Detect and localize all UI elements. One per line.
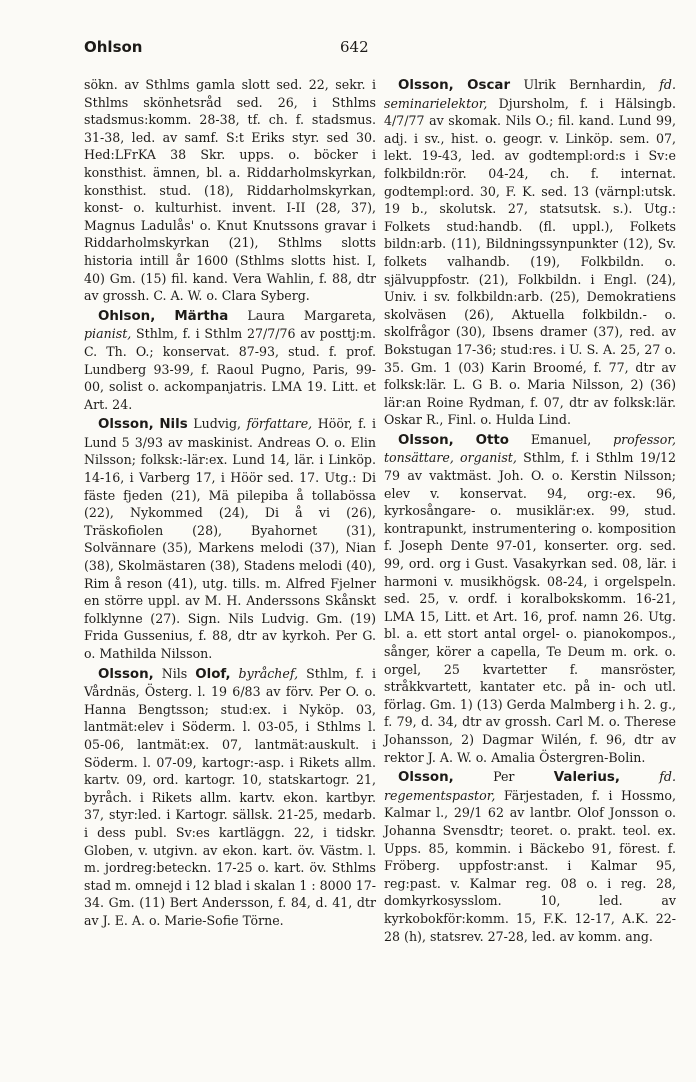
entry-given-names: Emanuel, — [530, 431, 592, 447]
entry-surname: Olsson, — [98, 417, 154, 433]
entry-role: författare, — [246, 416, 313, 432]
entry-surname: Olsson, — [98, 666, 154, 682]
entry-surname: Olsson, — [398, 432, 454, 448]
entry-text: Sthlm, f. i Vårdnäs, Österg. l. 19 6/83 av förv. Per O. o. Hanna Bengtsson; stud:ex. i Nyköp. 03, lantmät:elev i Söderm. l. 03-05, i Sthlms l. 05-06, lantmät:ex. 07, lantmät:auskult. i Söderm. l. 07-09, kartogr:-asp. i Rikets allm. kartv. 09, ord. kartogr. 10, statskartogr. 21, byråch. i Rikets allm. kartv. ekon. kartbyr. 37, styr:led. i Kartogr. sällsk. 21-25, medarb. i dess publ. Sv:es kartläggn. 22, i tidskr. Globen, v. utgivn. av ekon. kart. öv. Västm. l. m. jordreg:beteckn. 17-25 o. kart. öv. Sthlms stad m. omnejd i 12 blad i skalan 1 : 8000 17-34. Gm. (11) Bert Andersson, f. 84, d. 41, dtr av J. E. A. o. Marie-Sofie Törne. — [84, 665, 376, 928]
entry-text: sökn. av Sthlms gamla slott sed. 22, sekr. i Sthlms skönhetsråd sed. 26, i Sthlms stadsmus:komm. 28-38, tf. ch. f. stadsmus. 31-38, led. av samf. S:t Eriks styr. sed 30. Hed:LFrKA 38 Skr. upps. o. böcker i konsthist. ämnen, bl. a. Riddarholmskyrkan, konsthist. stud. (18), Riddarholmskyrkan, konst- o. kulturhist. invent. I-II (28, 37), Magnus Ladulås' o. Knut Knutssons gravar i Riddarholmskyrkan (21), Sthlms slotts historia intill år 1600 (Sthlms slotts hist. I, 40) Gm. (15) fil. kand. Vera Wahlin, f. 88, dtr av grossh. C. A. W. o. Clara Syberg. — [84, 77, 376, 304]
right-column — [384, 76, 676, 947]
entry-role: fd. regementspastor, — [384, 769, 676, 803]
entry-given-names-pre: Per — [493, 769, 515, 785]
entry-text: Sthlm, f. i Sthlm 19/12 79 av vaktmäst. Joh. O. o. Kerstin Nilsson; elev v. konservat. 94, org:-ex. 96, kyrkosångare- o. musiklär:ex. 99, stud. kontrapunkt, instrumentering o. komposition f. Joseph Dente 97-01, konserter. org. sed. 99, ord. org i Gust. Vasakyrkan sed. 08, lär. i harmoni v. musikhögsk. 08-24, i orgelspeln. sed. 25, v. ordf. i koralbokskomm. 16-21, LMA 15, Litt. et Art. 16, prof. namn 26. Utg. bl. a. ett stort antal orgel- o. pianokompos., sånger, körer a capella, Te Deum m. ork. o. orgel, 25 kvartetter f. mansröster, stråkkvartett, kantater etc. på in- och utl. förlag. Gm. 1) (13) Gerda Malmberg i h. 2. g., f. 79, d. 34, dtr av grossh. Carl M. o. Therese Johansson, 2) Dagmar Wilén, f. 96, dtr av rektor J. A. W. o. Amalia Östergren-Bolin. — [384, 450, 676, 765]
entry-surname: Olsson, — [398, 78, 454, 93]
entry-role: professor, tonsättare, organist, — [384, 431, 676, 466]
left-column — [84, 76, 376, 932]
entry-given-name-bold: Nils — [159, 417, 188, 433]
entry-text: Djursholm, f. i Hälsingb. 4/7/77 av skomak. Nils O.; fil. kand. Lund 99, adj. i sv., hist. o. geogr. v. Linköp. sem. 07, lekt. 19-43, led. av godtempl:ord:s i Sv:e folkbildn:rör. 04-24, ch. f. internat. godtempl:ord. 30, F. K. sed. 13 (värnpl:utsk. 19 b., skolutsk. 27, statsutsk. s.). Utg.: Folkets stud:handb. (fl. uppl.), Folkets bildn:arb. (11), Bildningssynpunkter (12), Sv. folkets valhandb. (19), Folkbildn. o. självuppfostr. (21), Folkbildn. i Engl. (24), Univ. i sv. folkbildn:arb. (25), Demokratiens skolväsen (26), Aktuella folkbildn.- o. skolfrågor (30), Ibsens dramer (37), red. av Bokstugan 17-36; stud:res. i U. S. A. 25, 27 o. 35. Gm. 1 (03) Karin Broomé, f. 77, dtr av folksk:lär. L. G B. o. Maria Nilsson, 2) (36) lär:an Roine Rydman, f. 07, dtr av folksk:lär. Oskar R., Finl. o. Hulda Lind. — [384, 95, 676, 428]
entry-surname: Ohlson, — [98, 308, 156, 324]
entry-olsson-otto — [384, 431, 676, 766]
entry-continuation — [84, 76, 376, 305]
page-number: 642 — [340, 38, 369, 56]
entry-given-name-bold: Märtha — [174, 308, 229, 324]
entry-olsson-nils — [84, 415, 376, 662]
entry-given-name-bold: Otto — [475, 432, 509, 448]
entry-olsson-per-valerius — [384, 768, 676, 945]
entry-olsson-oscar — [384, 76, 676, 429]
entry-role: pianist, — [84, 326, 132, 342]
entry-role: fd. seminarielektor, — [384, 77, 676, 111]
entry-olsson-nils-olof — [84, 665, 376, 930]
entry-role: byråchef, — [238, 665, 299, 681]
entry-text: Höör, f. i Lund 5 3/93 av maskinist. Andreas O. o. Elin Nilsson; folksk:-lär:ex. Lund 14, lär. i Linköp. 14-16, i Varberg 17, i Höör sed. 17. Utg.: Di fäste fjeden (21), Mä pilepiba å tollabössa (22), Nykommed (24), Di å vi (26), Träskofiolen (28), Byahornet (31), Solvännare (35), Markens melodi (37), Nian (38), Skolmästaren (38), Stadens melodi (40), Rim å reson (41), utg. tills. m. Alfred Fjelner en större uppl. av M. H. Anderssons Skånskt folklynne (27). Sign. Nils Ludvig. Gm. (19) Frida Gussenius, f. 88, dtr av kyrkoh. Per G. o. Mathilda Nilsson. — [84, 416, 376, 661]
entry-surname: Olsson, — [398, 770, 454, 786]
entry-given-names: Ulrik Bernhardin, — [523, 77, 646, 92]
entry-given-names: Laura Margareta, — [247, 307, 376, 323]
entry-given-names-pre: Nils — [161, 665, 188, 681]
running-head — [84, 38, 668, 60]
running-head-word: Ohlson — [84, 38, 143, 56]
entry-given-name-bold: Oscar — [467, 78, 511, 93]
entry-text: Färjestaden, f. i Hossmo, Kalmar l., 29/1 62 av lantbr. Olof Jonsson o. Johanna Svensdtr; teoret. o. prakt. teol. ex. Upps. 85, kommin. i Bäckebo 91, förest. f. Fröberg. uppfostr:anst. i Kalmar 95, reg:past. v. Kalmar reg. 08 o. i reg. 28, domkyrkosysslom. 10, led. av kyrkobokför:komm. 15, F.K. 12-17, A.K. 22-28 (h), statsrev. 27-28, led. av komm. ang. — [384, 787, 676, 944]
entry-given-names: Ludvig, — [193, 416, 242, 432]
entry-given-name-bold: Olof, — [195, 666, 231, 682]
entry-ohlson-martha — [84, 307, 376, 414]
entry-text: Sthlm, f. i Sthlm 27/7/76 av posttj:m. C. Th. O.; konservat. 87-93, stud. f. prof. Lundberg 93-99, f. Raoul Pugno, Paris, 99-00, solist o. ackompanjatris. LMA 19. Litt. et Art. 24. — [84, 326, 376, 412]
entry-given-name-bold: Valerius, — [553, 770, 620, 786]
